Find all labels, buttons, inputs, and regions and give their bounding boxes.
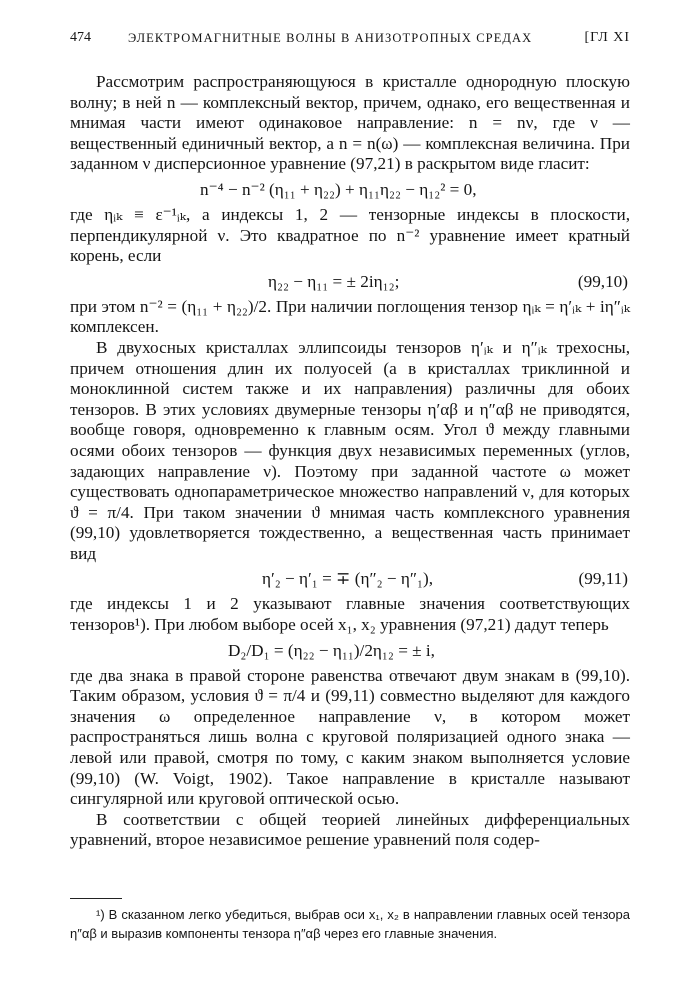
equation-99-11 xyxy=(70,564,630,594)
paragraph-3: при этом n⁻² = (η₁₁ + η₂₂)/2. При наличии поглощения тензор ηᵢₖ = η′ᵢₖ + iη″ᵢₖ комплексен. xyxy=(70,296,630,337)
chapter-label: [ГЛ XI xyxy=(584,30,630,45)
equation-dispersion xyxy=(70,175,630,205)
equation-ratio xyxy=(70,636,630,666)
equation-99-10-formula: η₂₂ − η₁₁ = ± 2iη₁₂; xyxy=(268,271,400,291)
equation-ratio-formula: D₂/D₁ = (η₂₂ − η₁₁)/2η₁₂ = ± i, xyxy=(228,640,435,660)
equation-99-10-number: (99,10) xyxy=(577,271,628,291)
paragraph-5: где индексы 1 и 2 указывают главные значения соответствующих тензоров¹). При любом выборе осей x₁, x₂ уравнения (97,21) дадут теперь xyxy=(70,594,630,635)
equation-99-11-number: (99,11) xyxy=(578,569,628,589)
main-text xyxy=(70,72,630,851)
paragraph-1: Рассмотрим распространяющуюся в кристалле однородную плоскую волну; в ней n — комплексный вектор, причем, однако, его вещественная и мнимая части имеют одинаковое направление: n = nν, где ν — вещественный единичный вектор, а n = n(ω) — комплексная величина. При заданном ν дисперсионное уравнение (97,21) в раскрытом виде гласит: xyxy=(70,72,630,174)
paragraph-2: где ηᵢₖ ≡ ε⁻¹ᵢₖ, а индексы 1, 2 — тензорные индексы в плоскости, перпендикулярной ν. Это квадратное по n⁻² уравнение имеет кратный корень, если xyxy=(70,204,630,266)
equation-99-10 xyxy=(70,267,630,297)
footnote-separator xyxy=(70,898,122,899)
page-number: 474 xyxy=(70,30,91,45)
page xyxy=(70,30,630,851)
paragraph-6: где два знака в правой стороне равенства отвечают двум знакам в (99,10). Таким образом, условия ϑ = π/4 и (99,11) совместно выделяют для каждого значения ω определенное направление ν, в котором может распространяться лишь волна с круговой поляризацией одного знака — левой или правой, смотря по тому, с каким знаком выполняется условие (99,10) (W. Voigt, 1902). Такое направление в кристалле называют сингулярной или круговой оптической осью. xyxy=(70,665,630,809)
paragraph-4: В двухосных кристаллах эллипсоиды тензоров η′ᵢₖ и η″ᵢₖ трехосны, причем отношения длин их полуосей (а в кристаллах триклинной и моноклинной систем также и их направления) различны для обоих тензоров. В этих условиях двумерные тензоры η′αβ и η″αβ не приводятся, вообще говоря, одновременно к главным осям. Угол ϑ между главными осями обоих тензоров — функция двух независимых переменных (углов, задающих направление ν). Поэтому при заданной частоте ω может существовать однопараметрическое множество направлений ν, для которых ϑ = π/4. При таком значении ϑ мнимая часть комплексного уравнения (99,10) удовлетворяется тождественно, а вещественная часть принимает вид xyxy=(70,337,630,563)
footnote xyxy=(70,906,630,943)
equation-dispersion-formula: n⁻⁴ − n⁻² (η₁₁ + η₂₂) + η₁₁η₂₂ − η₁₂² = 0, xyxy=(200,179,477,199)
footnote-text: ¹) В сказанном легко убедиться, выбрав оси x₁, x₂ в направлении главных осей тензора η″αβ и выразив компоненты тензора η″αβ через его главные значения. xyxy=(70,907,630,941)
equation-99-11-formula: η′₂ − η′₁ = ∓ (η″₂ − η″₁), xyxy=(262,569,434,589)
running-header xyxy=(70,30,630,52)
running-title: ЭЛЕКТРОМАГНИТНЫЕ ВОЛНЫ В АНИЗОТРОПНЫХ СРЕДАХ xyxy=(128,31,533,45)
paragraph-7: В соответствии с общей теорией линейных дифференциальных уравнений, второе независимое решение уравнений поля содер- xyxy=(70,809,630,850)
